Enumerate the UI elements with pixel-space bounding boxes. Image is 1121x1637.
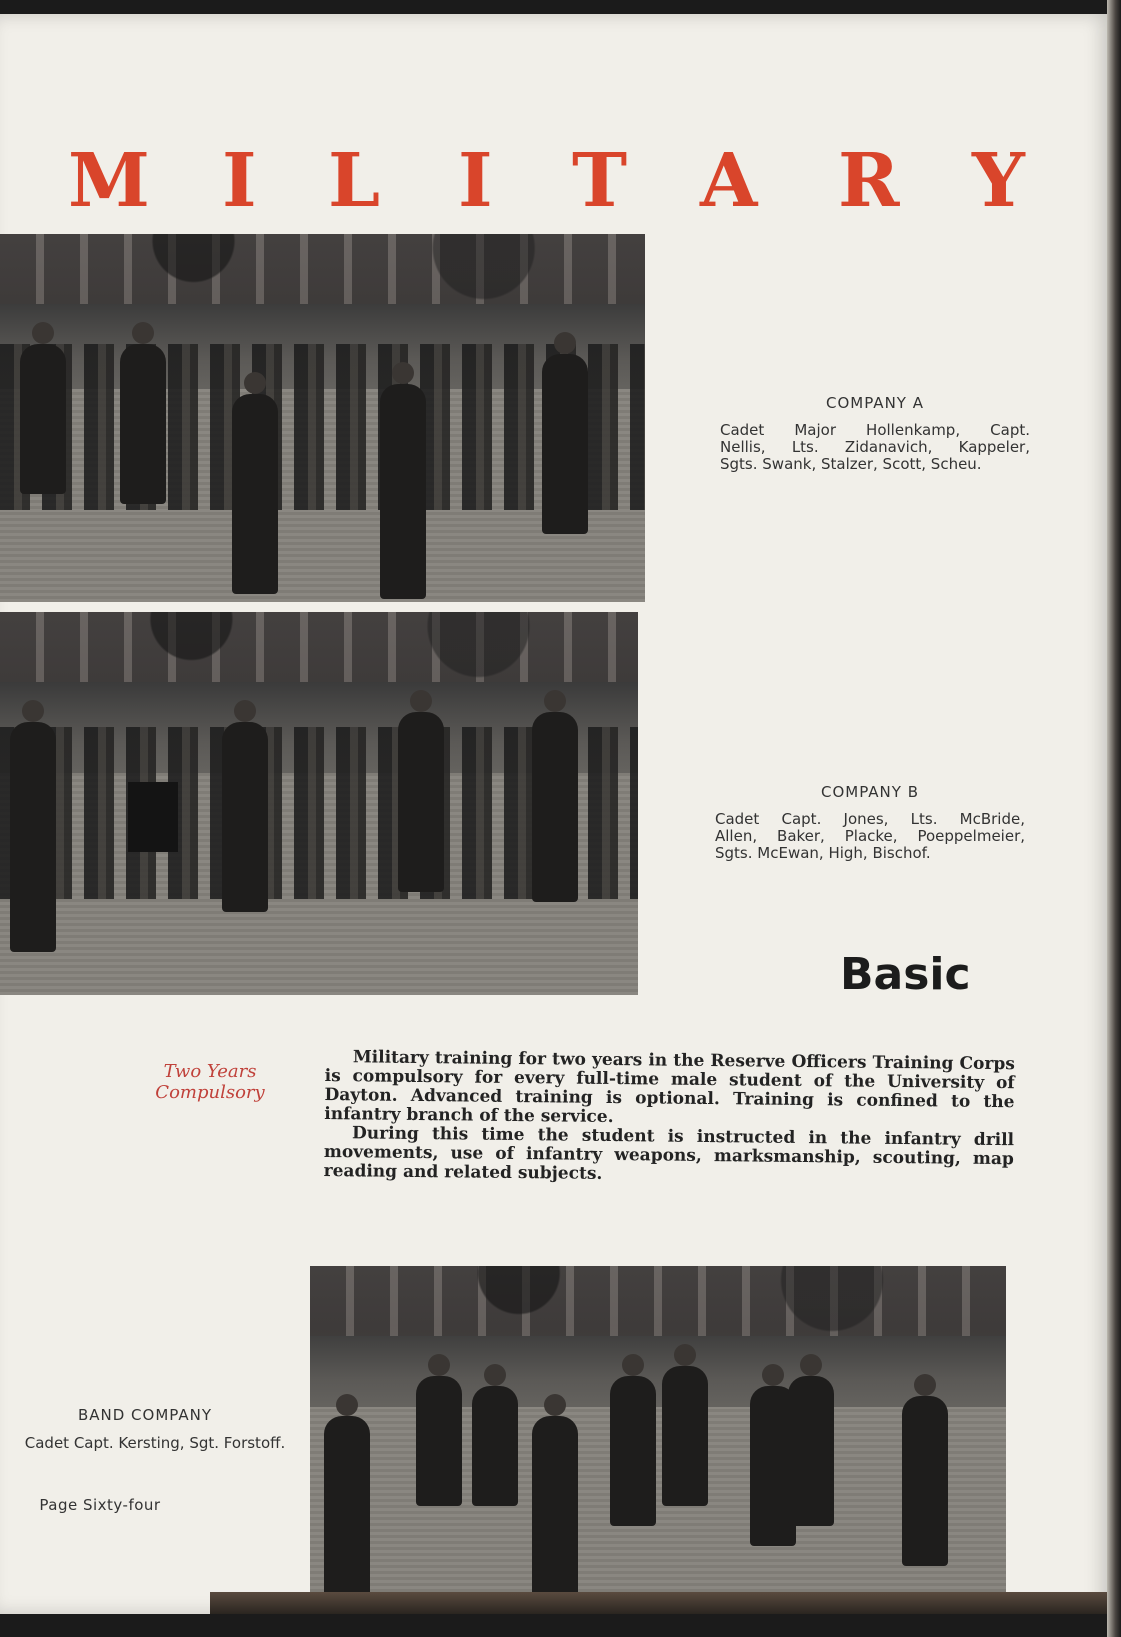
yearbook-page xyxy=(0,14,1112,1614)
company-b-caption-line-1: Cadet Capt. Jones, Lts. McBride, xyxy=(715,810,1025,828)
side-note xyxy=(140,1061,280,1103)
title-letter-a: A xyxy=(700,138,758,224)
side-note-line-2: Compulsory xyxy=(155,1082,265,1103)
title-letter-i: I xyxy=(222,138,257,224)
title-letter-l: L xyxy=(328,138,381,224)
band-company-caption: Cadet Capt. Kersting, Sgt. Forstoff. xyxy=(24,1434,286,1452)
title-letter-t: T xyxy=(572,138,628,224)
band-company-photo xyxy=(310,1266,1006,1601)
company-a-photo xyxy=(0,234,645,602)
basic-paragraph-2: During this time the student is instructed in the infantry drill movements, use of infantry weapons, marksmanship, scouting, map reading and related subjects. xyxy=(323,1123,1015,1184)
title-letter-r: R xyxy=(838,138,900,224)
title-letter-m: M xyxy=(68,138,150,224)
book-spine xyxy=(1107,0,1121,1637)
company-b-caption-line-2: Allen, Baker, Placke, Poeppelmeier, xyxy=(715,827,1025,845)
title-letter-y: Y xyxy=(972,138,1025,224)
company-b-caption-line-3: Sgts. McEwan, High, Bischof. xyxy=(715,844,931,862)
company-a-caption-line-2: Nellis, Lts. Zidanavich, Kappeler, xyxy=(720,438,1030,456)
page-number: Page Sixty-four xyxy=(39,1496,161,1514)
basic-paragraph-1: Military training for two years in the Reserve Officers Training Corps is compulsory for every full-time male student of the University of Dayton. Advanced training is optional. Training is confined to the infantry branch of the service. xyxy=(324,1047,1015,1128)
side-note-line-1: Two Years xyxy=(163,1061,257,1082)
rotc-flag xyxy=(128,782,178,852)
title-letter-i: I xyxy=(458,138,493,224)
company-a-heading: COMPANY A xyxy=(826,394,924,412)
company-a-caption-line-3: Sgts. Swank, Stalzer, Scott, Scheu. xyxy=(720,455,982,473)
company-b-heading: COMPANY B xyxy=(820,783,919,801)
basic-body xyxy=(324,1048,1015,1188)
company-a-caption-line-1: Cadet Major Hollenkamp, Capt. xyxy=(720,421,1030,439)
basic-heading: Basic xyxy=(840,949,971,1000)
band-company-heading: BAND COMPANY xyxy=(77,1406,213,1424)
book-edge xyxy=(210,1592,1112,1614)
company-b-photo xyxy=(0,612,638,995)
